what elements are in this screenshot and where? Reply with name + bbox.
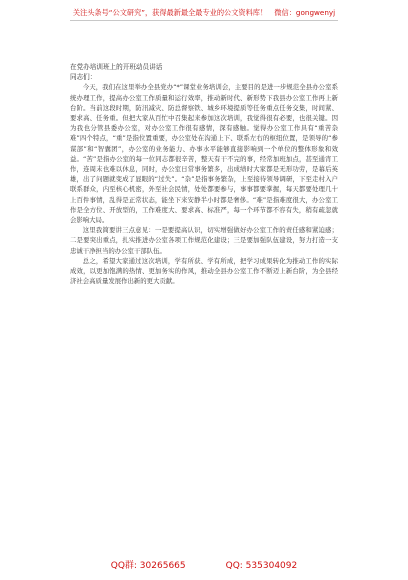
paragraph: 这里我简要讲三点意见：一是要提高认识，切实增强做好办公室工作的责任感和紧迫感；二是要突出重点，扎实推进办公室各项工作规范化建设；三是要加强队伍建设，努力打造一支忠诚干净担当的办公室干部队伍。 [70, 226, 338, 255]
document-title: 在党办培训班上的开班动员讲话 [70, 63, 163, 71]
paragraph: 今天，我们在这里举办全县党办“*”课堂业务培训会，主要目的是进一步规范全县办公室系统办理工作，提高办公室工作质量和运行效率，推动新时代、新形势下我县办公室工作再上新台阶。当前这段时期，防汛减灾、防总督察铁、城乡环境提质等任务重点任务交集，时间紧、要求高、任务重。但把大家从百忙中召集起来参加这次培训，我觉得很有必要，也很关键。因为我也分管县委办公室，对办公室工作很有感情，深有感触。觉得办公室工作具有“重苦杂难”四个特点，“重”是指位置重要，办公室处在沟通上下、联系左右的枢纽位置，是领导的“参谋部”和“智囊团”，办公室的业务能力、办事水平能够直接影响到一个单位的整体形象和效益。“苦”是指办公室的每一位同志都很辛苦，整天有干不完的事，经常加班加点，甚至通宵工作，连周末也难以休息，同时，办公室日常事务繁多，出成绩时大家都是无形功劳，是幕后英雄，出了问题就变成了显眼的“过失”。“杂”是指事务繁杂，上至接待领导调研，下至走村入户联系群众，内至核心机密，外至社会民情，处处都要参与，事事都要掌握，每天都要处理几十上百件事情，乱得是正常状态，能坐下来安静半小时都是奢侈。“难”是指难度很大，办公室工作是全方位、开放型的，工作难度大、要求高、标准严，每一个环节都不容有失，稍有疏忽就会影响大局。 [70, 83, 338, 225]
document-body [70, 62, 338, 542]
header-banner: 关注头条号“公文研究”，获得最新最全最专业的公文资料库！ 微信：gongwenyj [72, 8, 336, 17]
footer-qq: QQ: 535304092 [225, 561, 298, 571]
paragraph: 总之，希望大家通过这次培训，学有所获、学有所成，把学习成果转化为推动工作的实际成效，以更加饱满的热情、更加务实的作风，推动全县办公室工作不断迈上新台阶，为全县经济社会高质量发展作出新的更大贡献。 [70, 256, 338, 286]
greeting: 同志们： [70, 73, 97, 82]
footer-contact [0, 558, 408, 574]
footer-qq-group: QQ群: 30265665 [110, 561, 186, 571]
header-divider [70, 20, 338, 21]
